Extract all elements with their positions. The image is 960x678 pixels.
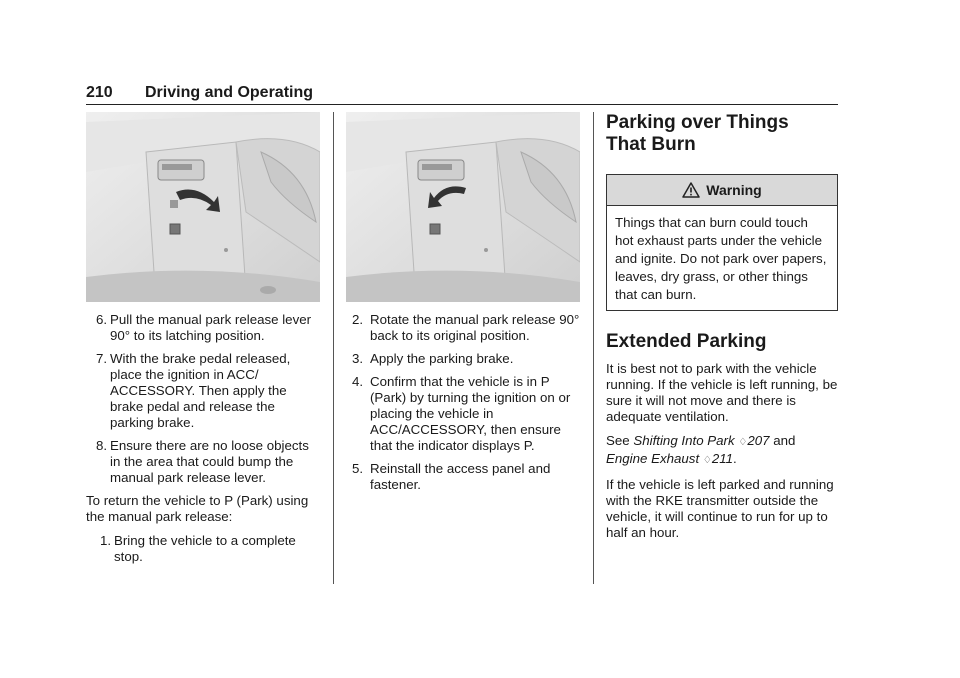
- page-reference-arrow-icon: ♢: [738, 437, 748, 448]
- step-item: [346, 351, 580, 367]
- step-item: [86, 533, 320, 565]
- warning-title: Warning: [706, 182, 762, 198]
- step-number: 6.: [96, 312, 108, 327]
- step-text: Apply the parking brake.: [370, 351, 514, 366]
- see-prefix: See: [606, 433, 630, 448]
- step-text: Ensure there are no loose objects in the area that could bump the manual park release lever.: [110, 438, 309, 485]
- step-text: Bring the vehicle to a complete stop.: [114, 533, 296, 564]
- step-item: [346, 312, 580, 344]
- step-number: 2.: [352, 312, 364, 327]
- step-item: [346, 461, 580, 493]
- ref-page-207[interactable]: 207: [747, 433, 770, 448]
- page-number: 210: [86, 84, 113, 101]
- warning-header: [607, 175, 837, 206]
- step-text: Confirm that the vehicle is in P (Park) by turning the ignition on or placing the vehicle in ACC/ACCESSORY, then ensure that the indicator displays P.: [370, 374, 571, 453]
- figure-rotate-release-lever: [346, 112, 580, 302]
- illustration-pull-lever: [86, 112, 320, 302]
- step-item: [86, 438, 320, 486]
- steps-list-1: [86, 312, 320, 486]
- return-steps-list: [86, 533, 320, 565]
- warning-triangle-icon: [682, 182, 700, 198]
- figure-pull-release-lever: [86, 112, 320, 302]
- section-title: Driving and Operating: [145, 84, 314, 101]
- step-number: 5.: [352, 461, 364, 476]
- step-number: 7.: [96, 351, 108, 366]
- ref-engine-exhaust[interactable]: Engine Exhaust: [606, 451, 700, 466]
- see-reference-line: [606, 433, 838, 469]
- steps-list-2: [346, 312, 580, 493]
- step-text: Rotate the manual park release 90° back to its original position.: [370, 312, 580, 343]
- step-number: 3.: [352, 351, 364, 366]
- step-item: [86, 312, 320, 344]
- step-number: 1.: [100, 533, 112, 548]
- ref-shifting-into-park[interactable]: Shifting Into Park: [633, 433, 735, 448]
- step-item: [86, 351, 320, 431]
- paragraph-extended-1: It is best not to park with the vehicle running. If the vehicle is left running, be sure it will not move and there is adequate ventilation.: [606, 361, 838, 424]
- step-item: [346, 374, 580, 454]
- heading-line-2: That Burn: [606, 134, 696, 155]
- step-text: Pull the manual park release lever 90° to its latching position.: [110, 312, 312, 343]
- page-header: [86, 82, 838, 105]
- warning-body: Things that can burn could touch hot exhaust parts under the vehicle and ignite. Do not park over papers, leaves, dry grass, or other things that can burn.: [615, 215, 827, 302]
- return-intro: To return the vehicle to P (Park) using the manual park release:: [86, 493, 309, 524]
- step-number: 4.: [352, 374, 364, 389]
- column-1: [86, 112, 320, 565]
- warning-box: [606, 174, 838, 311]
- column-divider-2: [593, 112, 594, 584]
- heading-extended-parking: Extended Parking: [606, 331, 767, 352]
- heading-line-1: Parking over Things: [606, 112, 789, 133]
- column-2: [346, 112, 580, 500]
- paragraph-extended-2: If the vehicle is left parked and running with the RKE transmitter outside the vehicle, it will continue to run for up to half an hour.: [606, 477, 834, 540]
- see-connector: and: [773, 433, 796, 448]
- step-number: 8.: [96, 438, 108, 453]
- step-text: With the brake pedal released, place the ignition in ACC/ ACCESSORY. Then apply the brake pedal and release the parking brake.: [110, 351, 291, 430]
- page-reference-arrow-icon: ♢: [702, 455, 712, 466]
- step-text: Reinstall the access panel and fastener.: [370, 461, 551, 492]
- heading-parking-over-things: [606, 112, 838, 156]
- see-suffix: .: [733, 451, 737, 466]
- illustration-rotate-lever: [346, 112, 580, 302]
- column-divider-1: [333, 112, 334, 584]
- column-3: [606, 112, 838, 549]
- ref-page-211[interactable]: 211: [711, 451, 734, 466]
